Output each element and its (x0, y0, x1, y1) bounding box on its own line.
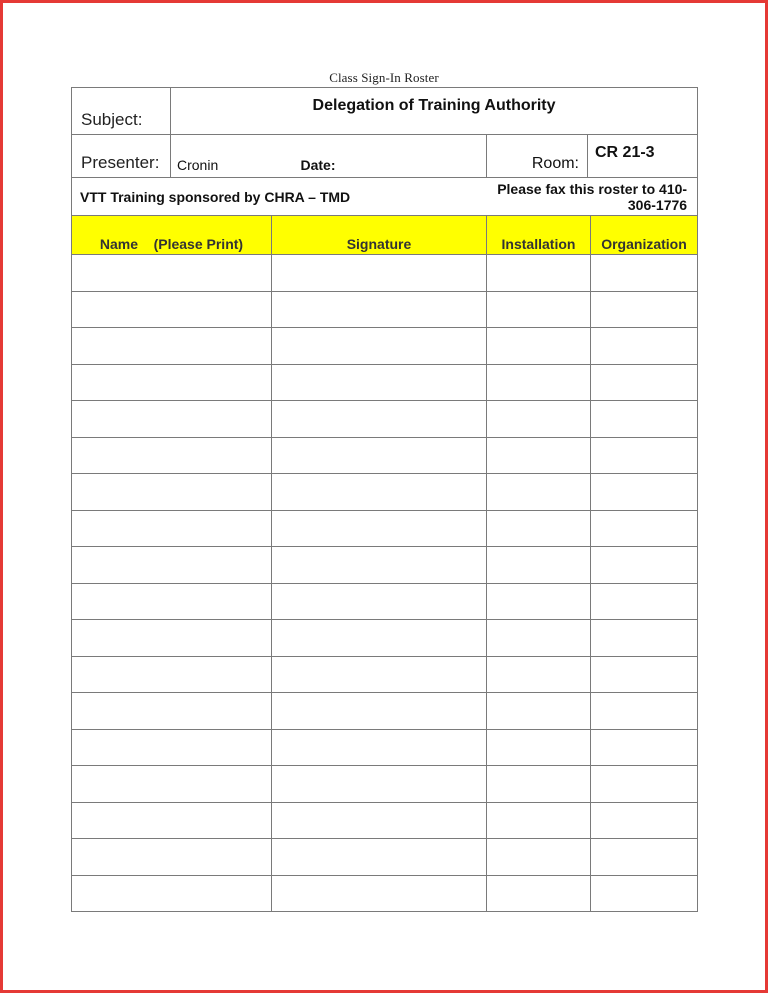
installation-cell[interactable] (487, 839, 591, 876)
organization-cell[interactable] (591, 839, 698, 876)
table-row (72, 255, 698, 292)
installation-cell[interactable] (487, 437, 591, 474)
organization-cell[interactable] (591, 291, 698, 328)
table-row (72, 510, 698, 547)
signature-cell[interactable] (272, 839, 487, 876)
table-row (72, 364, 698, 401)
signature-cell[interactable] (272, 766, 487, 803)
installation-cell[interactable] (487, 255, 591, 292)
column-header-organization: Organization (591, 216, 698, 255)
installation-cell[interactable] (487, 583, 591, 620)
signature-cell[interactable] (272, 291, 487, 328)
organization-cell[interactable] (591, 328, 698, 365)
name-cell[interactable] (72, 620, 272, 657)
presenter-row (72, 135, 698, 178)
signature-cell[interactable] (272, 875, 487, 912)
signature-cell[interactable] (272, 401, 487, 438)
fax-instructions: Please fax this roster to 410-306-1776 (487, 178, 698, 216)
installation-cell[interactable] (487, 875, 591, 912)
organization-cell[interactable] (591, 401, 698, 438)
organization-cell[interactable] (591, 255, 698, 292)
table-row (72, 437, 698, 474)
signature-cell[interactable] (272, 510, 487, 547)
signature-cell[interactable] (272, 583, 487, 620)
table-row (72, 547, 698, 584)
name-cell[interactable] (72, 693, 272, 730)
signature-cell[interactable] (272, 729, 487, 766)
installation-cell[interactable] (487, 547, 591, 584)
installation-cell[interactable] (487, 802, 591, 839)
name-cell[interactable] (72, 328, 272, 365)
installation-cell[interactable] (487, 510, 591, 547)
table-row (72, 291, 698, 328)
installation-cell[interactable] (487, 328, 591, 365)
installation-cell[interactable] (487, 693, 591, 730)
column-header-row (72, 216, 698, 255)
signature-cell[interactable] (272, 620, 487, 657)
organization-cell[interactable] (591, 729, 698, 766)
signature-cell[interactable] (272, 693, 487, 730)
organization-cell[interactable] (591, 583, 698, 620)
organization-cell[interactable] (591, 547, 698, 584)
installation-cell[interactable] (487, 656, 591, 693)
name-cell[interactable] (72, 839, 272, 876)
organization-cell[interactable] (591, 364, 698, 401)
installation-cell[interactable] (487, 474, 591, 511)
table-row (72, 802, 698, 839)
table-row (72, 839, 698, 876)
signature-cell[interactable] (272, 656, 487, 693)
organization-cell[interactable] (591, 437, 698, 474)
table-row (72, 656, 698, 693)
sponsor-text: VTT Training sponsored by CHRA – TMD (72, 178, 487, 216)
signature-cell[interactable] (272, 437, 487, 474)
name-cell[interactable] (72, 401, 272, 438)
roster-table (71, 87, 698, 216)
signature-cell[interactable] (272, 255, 487, 292)
table-row (72, 328, 698, 365)
table-row (72, 620, 698, 657)
table-row (72, 693, 698, 730)
column-header-signature: Signature (272, 216, 487, 255)
table-row (72, 729, 698, 766)
name-cell[interactable] (72, 802, 272, 839)
date-field[interactable] (272, 135, 487, 178)
installation-cell[interactable] (487, 364, 591, 401)
page-title: Class Sign-In Roster (329, 70, 439, 85)
organization-cell[interactable] (591, 510, 698, 547)
table-row (72, 583, 698, 620)
name-cell[interactable] (72, 766, 272, 803)
name-cell[interactable] (72, 875, 272, 912)
name-cell[interactable] (72, 474, 272, 511)
name-cell[interactable] (72, 291, 272, 328)
signature-cell[interactable] (272, 364, 487, 401)
signature-cell[interactable] (272, 802, 487, 839)
signature-cell[interactable] (272, 474, 487, 511)
name-cell[interactable] (72, 255, 272, 292)
installation-cell[interactable] (487, 766, 591, 803)
organization-cell[interactable] (591, 766, 698, 803)
installation-cell[interactable] (487, 401, 591, 438)
name-cell[interactable] (72, 656, 272, 693)
organization-cell[interactable] (591, 656, 698, 693)
room-label: Room: (487, 135, 588, 178)
table-row (72, 401, 698, 438)
name-cell[interactable] (72, 729, 272, 766)
name-cell[interactable] (72, 583, 272, 620)
organization-cell[interactable] (591, 802, 698, 839)
info-row (72, 178, 698, 216)
subject-value[interactable]: Delegation of Training Authority (171, 88, 698, 135)
table-row (72, 766, 698, 803)
table-row (72, 474, 698, 511)
installation-cell[interactable] (487, 729, 591, 766)
signature-cell[interactable] (272, 328, 487, 365)
organization-cell[interactable] (591, 693, 698, 730)
organization-cell[interactable] (591, 474, 698, 511)
date-label: Date: (300, 157, 336, 173)
name-cell[interactable] (72, 510, 272, 547)
installation-cell[interactable] (487, 291, 591, 328)
table-row (72, 875, 698, 912)
presenter-label: Presenter: (72, 135, 171, 178)
organization-cell[interactable] (591, 875, 698, 912)
subject-row (72, 88, 698, 135)
name-cell[interactable] (72, 547, 272, 584)
roster-sheet (71, 87, 697, 912)
roster-body (72, 255, 698, 912)
signature-cell[interactable] (272, 547, 487, 584)
subject-label: Subject: (72, 88, 171, 135)
installation-cell[interactable] (487, 620, 591, 657)
column-header-name: Name (Please Print) (72, 216, 272, 255)
column-header-installation: Installation (487, 216, 591, 255)
name-cell[interactable] (72, 364, 272, 401)
name-cell[interactable] (72, 437, 272, 474)
organization-cell[interactable] (591, 620, 698, 657)
presenter-value[interactable]: Cronin (171, 135, 272, 178)
room-value[interactable]: CR 21-3 (588, 135, 698, 178)
sign-in-grid (71, 215, 698, 912)
